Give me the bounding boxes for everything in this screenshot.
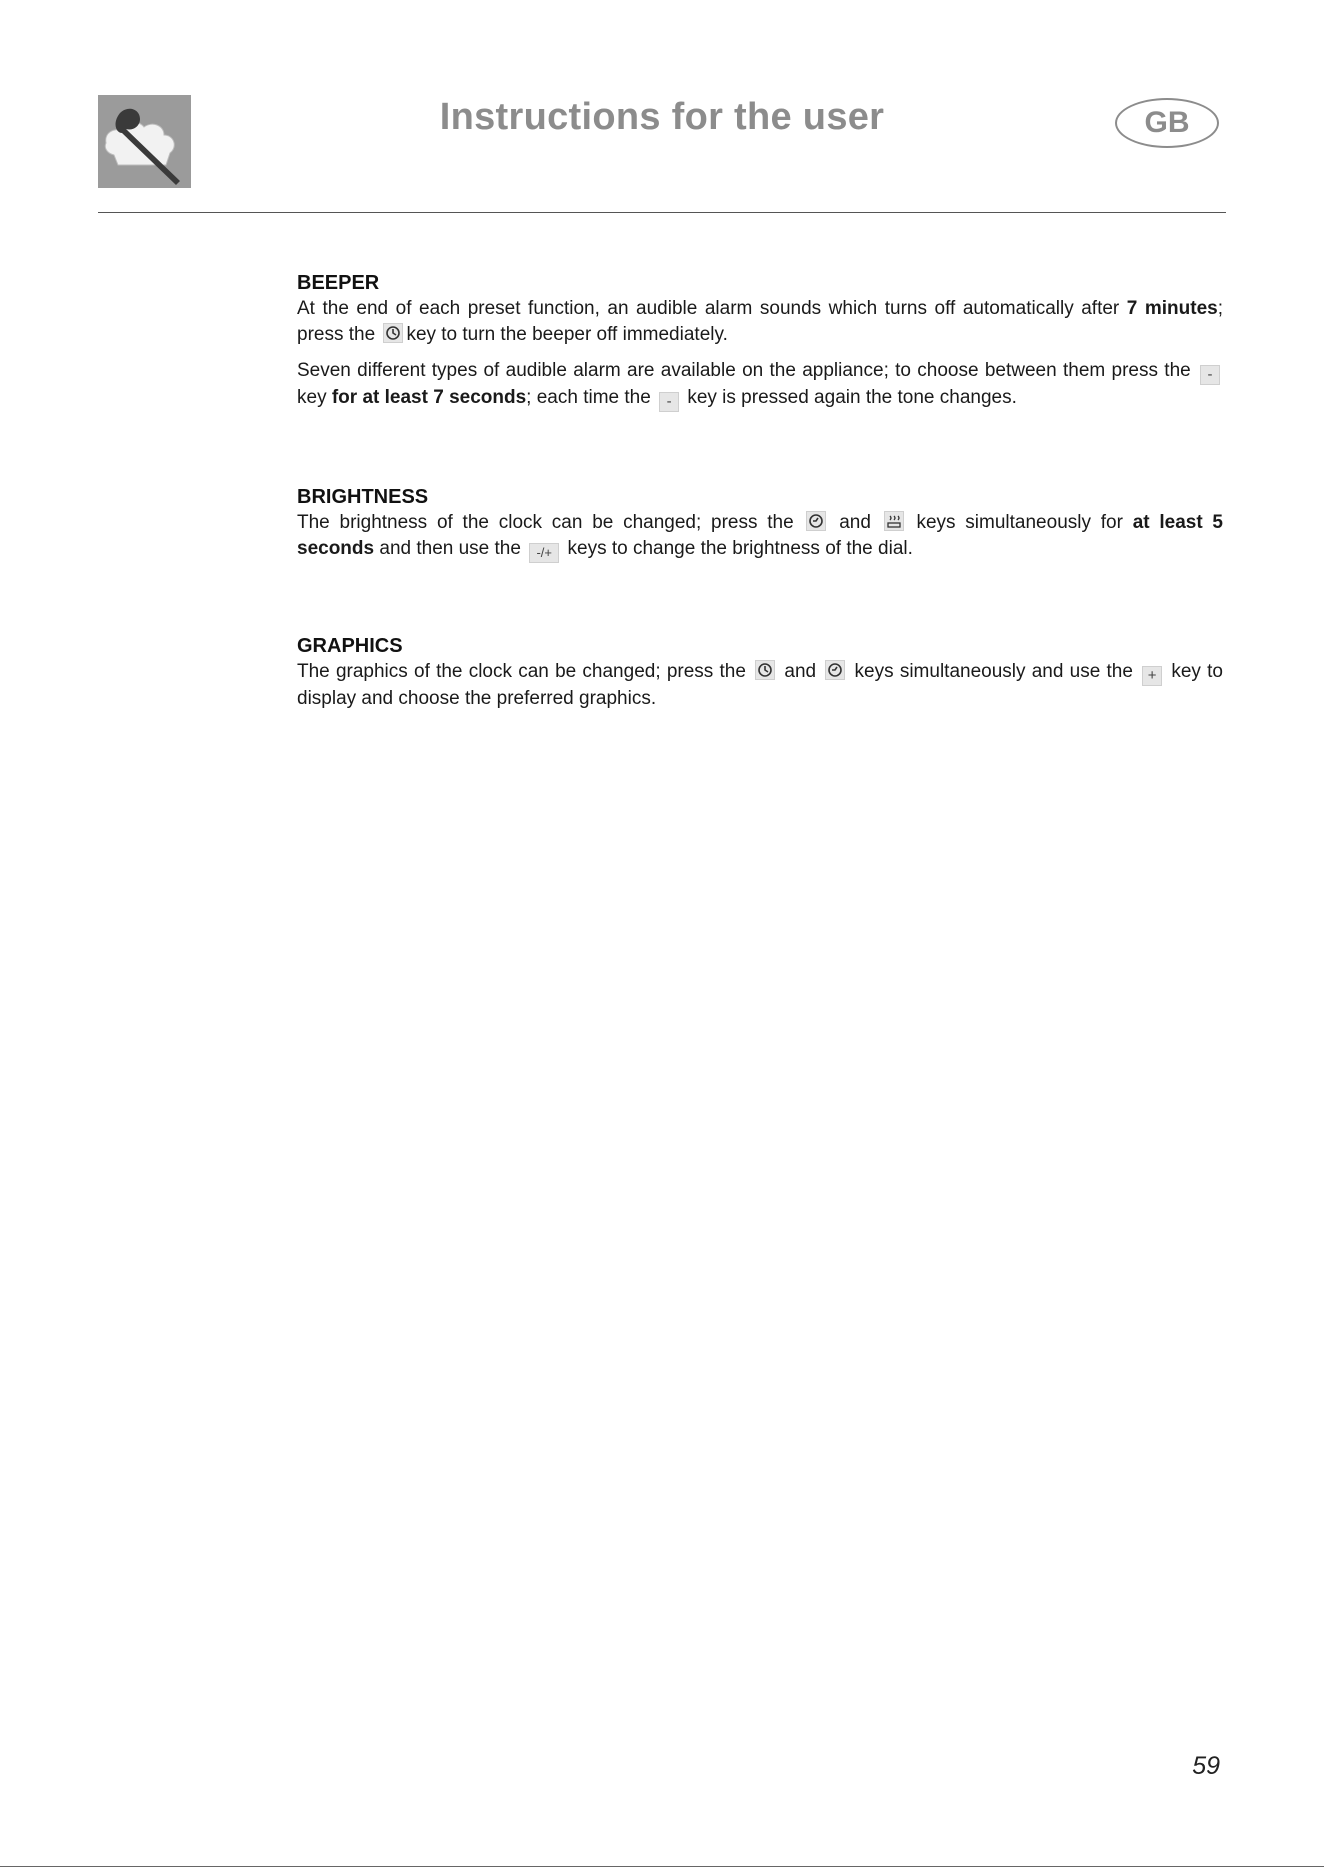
text-run: key is pressed again the tone changes. [682,387,1017,408]
text-run: The graphics of the clock can be changed; press the [297,661,753,682]
paragraph-beeper-1 [297,296,1223,348]
plus-key-icon: + [1142,666,1162,686]
paragraph-beeper-2 [297,358,1223,412]
text-run: keys to change the brightness of the dial. [562,538,913,559]
timer-key-icon [755,660,775,680]
section-title-graphics: GRAPHICS [297,635,403,657]
text-run: Seven different types of audible alarm are available on the appliance; to choose between them press the [297,360,1197,381]
section-brightness [297,484,1223,563]
text-run: key to turn the beeper off immediately. [406,324,728,345]
minus-key-icon: - [659,392,679,412]
section-graphics [297,633,1223,712]
text-run: At the end of each preset function, an audible alarm sounds which turns off automatically after [297,298,1127,319]
section-beeper [297,270,1223,412]
header-divider [98,212,1226,213]
text-run: ; press the [297,298,1223,345]
text-run: ; each time the [526,387,657,408]
text-run-bold: for at least 7 seconds [331,387,527,408]
text-run: and [778,661,823,682]
text-run: keys simultaneously and use the [848,661,1140,682]
minus-key-icon: - [1200,365,1220,385]
text-run-bold: 7 minutes [1126,298,1218,319]
text-run: and [829,512,881,533]
text-run: key to display and choose the preferred graphics. [297,661,1223,709]
paragraph-graphics-1 [297,659,1223,712]
clock-key-icon [806,511,826,531]
minus-plus-key-icon: -/+ [529,543,559,563]
paragraph-brightness-1 [297,510,1223,563]
page-header-title: Instructions for the user [439,96,885,138]
text-run: The brightness of the clock can be changed; press the [297,512,804,533]
text-run: and then use the [374,538,527,559]
footer-divider [0,1866,1324,1867]
oven-heat-key-icon [884,511,904,531]
timer-key-icon [383,323,403,343]
text-run: keys simultaneously for [906,512,1133,533]
main-content [297,270,1223,712]
text-run-bold: at least 5 seconds [297,512,1223,559]
text-run: key [297,387,332,408]
language-badge: GB [1115,98,1219,148]
clock-key-icon [825,660,845,680]
section-title-brightness: BRIGHTNESS [297,486,429,508]
section-title-beeper: BEEPER [297,272,380,294]
page-number: 59 [1192,1752,1220,1780]
